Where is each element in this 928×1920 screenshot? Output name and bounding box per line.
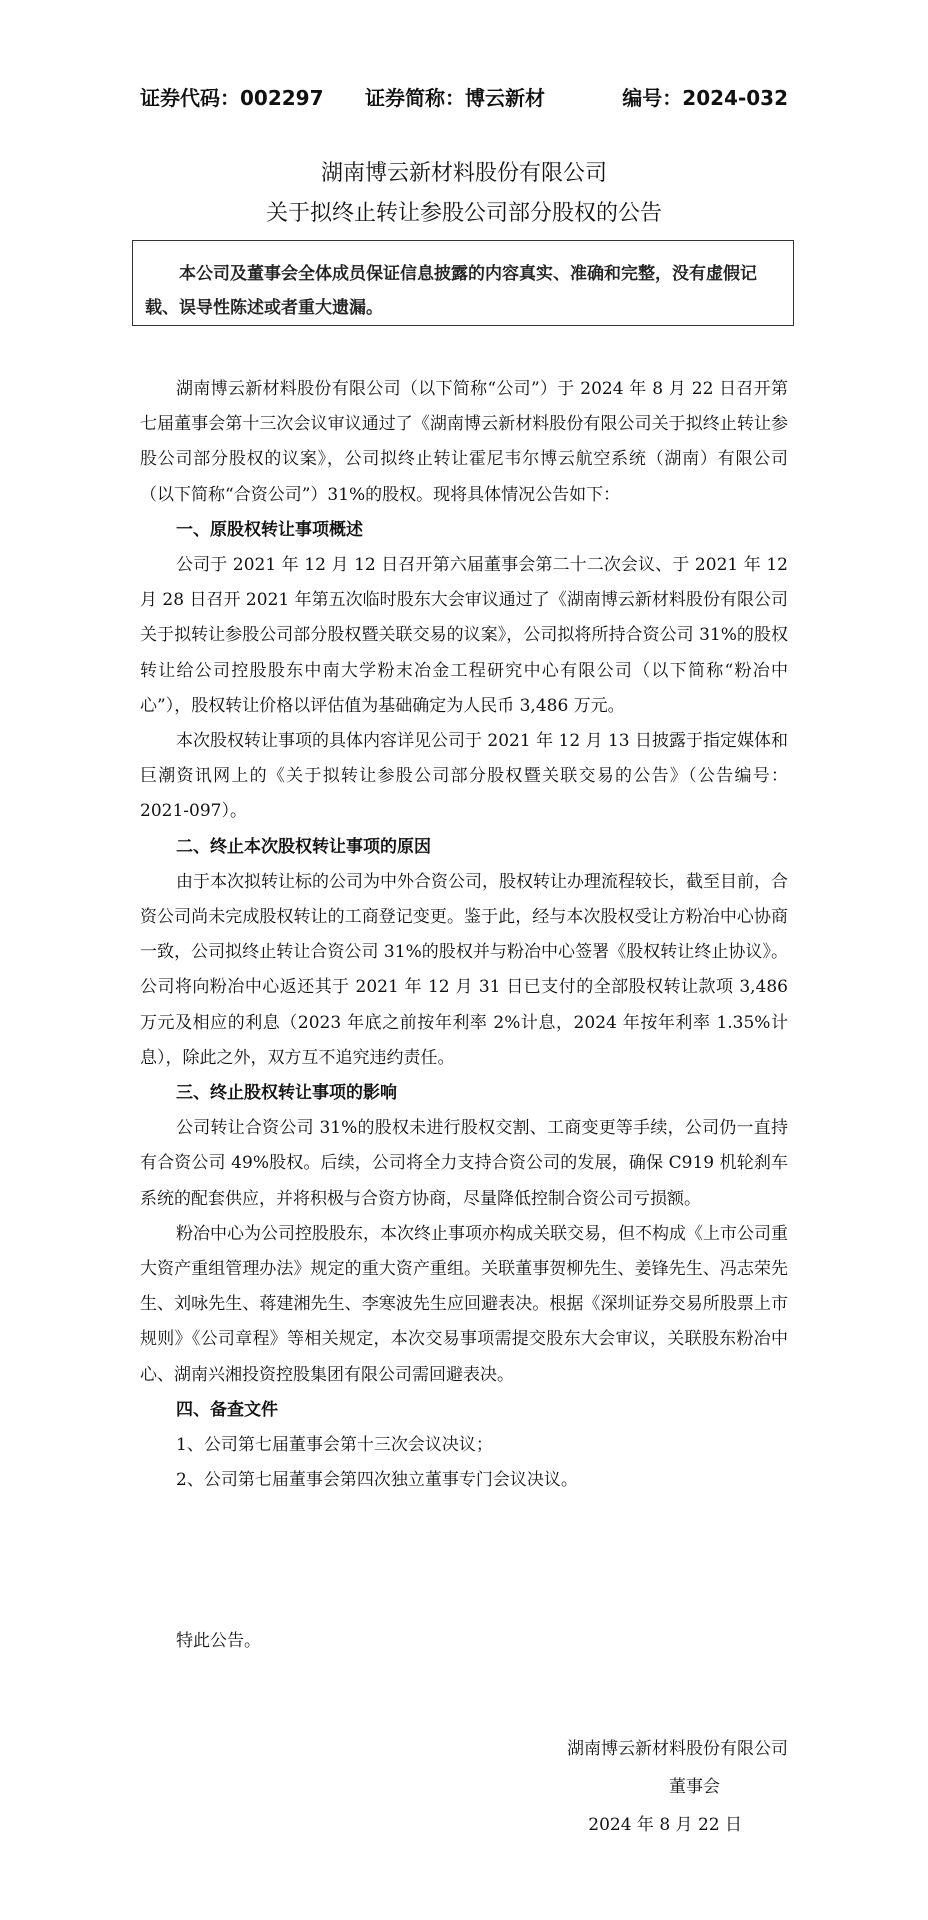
section-3-paragraph-1: 公司转让合资公司 31%的股权未进行股权交割、工商变更等手续，公司仍一直持有合资公司 49%股权。后续，公司将全力支持合资公司的发展，确保 C919 机轮刹车系统的配套供应，并将积极与合资方协商，尽量降低控制合资公司亏损额。 (140, 1118, 788, 1209)
section-2-paragraph-1: 由于本次拟转让标的公司为中外合资公司，股权转让办理流程较长，截至目前，合资公司尚未完成股权转让的工商登记变更。鉴于此，经与本次股权受让方粉冶中心协商一致，公司拟终止转让合资公司 31%的股权并与粉冶中心签署《股权转让终止协议》。公司将向粉冶中心返还其于 2021 年 12 月 31 日已支付的全部股权转让款项 3,486 万元及相应的利息（2023 年底之前按年利率 2%计息，2024 年按年利率 1.35%计息），除此之外，双方互不追究违约责任。 (140, 871, 788, 1068)
security-code: 证券代码：002297 (140, 86, 324, 110)
section-1-heading: 一、原股权转让事项概述 (176, 519, 363, 540)
signature-company: 湖南博云新材料股份有限公司 (567, 1739, 788, 1759)
company-title: 湖南博云新材料股份有限公司 (320, 161, 607, 186)
security-abbreviation: 证券简称：博云新材 (365, 86, 545, 110)
section-1-paragraph-2: 本次股权转让事项的具体内容详见公司于 2021 年 12 月 13 日披露于指定媒体和巨潮资讯网上的《关于拟转让参股公司部分股权暨关联交易的公告》（公告编号：2021-097）。 (140, 731, 788, 822)
closing-remark: 特此公告。 (176, 1631, 261, 1651)
reference-document-item: 2、公司第七届董事会第四次独立董事专门会议决议。 (176, 1470, 578, 1491)
signature-board: 董事会 (669, 1777, 720, 1797)
section-3-paragraph-2: 粉冶中心为公司控股股东，本次终止事项亦构成关联交易，但不构成《上市公司重大资产重组管理办法》规定的重大资产重组。关联董事贺柳先生、姜锋先生、冯志荣先生、刘咏先生、蒋建湘先生、李寒波先生应回避表决。根据《深圳证券交易所股票上市规则》《公司章程》等相关规定，本次交易事项需提交股东大会审议，关联股东粉冶中心、湖南兴湘投资控股集团有限公司需回避表决。 (140, 1223, 788, 1385)
section-2-heading: 二、终止本次股权转让事项的原因 (176, 836, 431, 857)
section-4-heading: 四、备查文件 (176, 1399, 278, 1420)
disclosure-notice-text: 本公司及董事会全体成员保证信息披露的内容真实、准确和完整，没有虚假记载、误导性陈述或者重大遗漏。 (145, 264, 757, 318)
announcement-body (140, 372, 788, 1499)
disclosure-notice-box (132, 240, 794, 326)
section-1-paragraph-1: 公司于 2021 年 12 月 12 日召开第六届董事会第二十二次会议、于 2021 年 12 月 28 日召开 2021 年第五次临时股东大会审议通过了《湖南博云新材料股份有限公司关于拟转让参股公司部分股权暨关联交易的议案》，公司拟将所持合资公司 31%的股权转让给公司控股股东中南大学粉末冶金工程研究中心有限公司（以下简称“粉冶中心”），股权转让价格以评估值为基础确定为人民币 3,486 万元。 (140, 555, 788, 716)
announcement-title: 关于拟终止转让参股公司部分股权的公告 (265, 201, 662, 226)
section-3-heading: 三、终止股权转让事项的影响 (176, 1083, 397, 1104)
intro-paragraph: 湖南博云新材料股份有限公司（以下简称“公司”）于 2024 年 8 月 22 日召开第七届董事会第十三次会议审议通过了《湖南博云新材料股份有限公司关于拟终止转让参股公司部分股权的议案》，公司拟终止转让霍尼韦尔博云航空系统（湖南）有限公司（以下简称“合资公司”）31%的股权。现将具体情况公告如下： (140, 379, 788, 505)
signature-date: 2024 年 8 月 22 日 (588, 1815, 742, 1835)
reference-document-item: 1、公司第七届董事会第十三次会议决议； (176, 1435, 493, 1456)
announcement-number: 编号：2024-032 (622, 86, 788, 110)
document-header (140, 82, 788, 118)
